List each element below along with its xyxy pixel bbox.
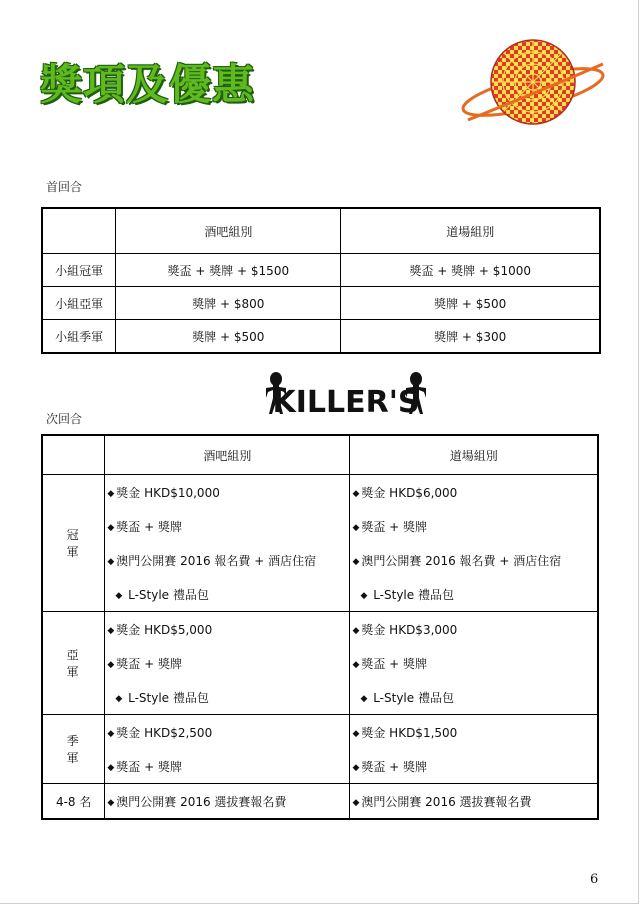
prize-item: ◆ 澳門公開賽 2016 選拔賽報名費: [350, 784, 598, 820]
svg-text:KILLER'S: KILLER'S: [272, 385, 420, 418]
diamond-bullet-icon: ◆: [352, 625, 360, 636]
diamond-bullet-icon: ◆: [115, 590, 123, 601]
prize-item: ◆ 獎金 HKD$1,500: [350, 715, 598, 750]
rank-cell: 小組亞軍: [42, 287, 116, 320]
prize-cell: 獎牌 + $500: [341, 287, 600, 320]
table-header-row: [42, 208, 600, 254]
prize-item: ◆ 獎金 HKD$3,000: [350, 612, 598, 647]
prize-item: ◆ 獎盃 + 獎牌: [105, 509, 350, 543]
prize-item: ◆ L-Style 禮品包: [350, 680, 598, 715]
prize-item: ◆ 澳門公開賽 2016 選拔賽報名費: [105, 784, 350, 820]
table-row: [42, 475, 598, 510]
diamond-bullet-icon: ◆: [352, 556, 360, 567]
table-header-cell: 酒吧組別: [116, 208, 341, 254]
rank-cell: 季 軍: [42, 715, 105, 784]
diamond-bullet-icon: ◆: [107, 728, 115, 739]
prize-cell: 獎牌 + $800: [116, 287, 341, 320]
diamond-bullet-icon: ◆: [352, 797, 360, 808]
table-header-cell: 道場組別: [350, 435, 598, 475]
table-header-row: [42, 435, 598, 475]
table-row: [42, 784, 598, 820]
diamond-bullet-icon: ◆: [115, 693, 123, 704]
diamond-bullet-icon: ◆: [352, 659, 360, 670]
prize-cell: 獎盃 + 獎牌 + $1000: [341, 254, 600, 287]
prize-item: ◆ L-Style 禮品包: [350, 577, 598, 612]
prize-item: ◆ 獎盃 + 獎牌: [105, 646, 350, 680]
rank-cell: 亞 軍: [42, 612, 105, 715]
killers-logo: [262, 372, 430, 418]
table-header-cell: 酒吧組別: [105, 435, 350, 475]
rank-cell: 小組冠軍: [42, 254, 116, 287]
table-row: [42, 680, 598, 715]
rank-cell: 小組季軍: [42, 320, 116, 354]
prize-item: ◆ 獎金 HKD$2,500: [105, 715, 350, 750]
table-row: [42, 715, 598, 750]
diamond-bullet-icon: ◆: [352, 522, 360, 533]
first-round-table: [41, 207, 601, 354]
prize-item: ◆ L-Style 禮品包: [105, 680, 350, 715]
second-round-table: [41, 434, 599, 820]
diamond-bullet-icon: ◆: [107, 659, 115, 670]
table-header-cell: 道場組別: [341, 208, 600, 254]
rank-cell: 4-8 名: [42, 784, 105, 820]
diamond-bullet-icon: ◆: [107, 488, 115, 499]
table-row: [42, 577, 598, 612]
table-row: [42, 509, 598, 543]
diamond-bullet-icon: ◆: [107, 522, 115, 533]
page-number: 6: [590, 872, 599, 887]
diamond-bullet-icon: ◆: [107, 625, 115, 636]
diamond-bullet-icon: ◆: [352, 488, 360, 499]
table-row: [42, 254, 600, 287]
prize-cell: 獎牌 + $500: [116, 320, 341, 354]
table-row: [42, 320, 600, 354]
diamond-bullet-icon: ◆: [352, 728, 360, 739]
diamond-bullet-icon: ◆: [352, 762, 360, 773]
prize-item: ◆ 獎盃 + 獎牌: [350, 646, 598, 680]
table-row: [42, 612, 598, 647]
diamond-bullet-icon: ◆: [107, 762, 115, 773]
prize-item: ◆ 澳門公開賽 2016 報名費 + 酒店住宿: [105, 543, 350, 577]
table-row: [42, 646, 598, 680]
prize-item: ◆ 獎金 HKD$6,000: [350, 475, 598, 510]
table-row: [42, 287, 600, 320]
page-title: 獎項及優惠: [40, 60, 256, 109]
dartboard-planet-logo: [458, 34, 608, 134]
table-header-cell: [42, 208, 116, 254]
diamond-bullet-icon: ◆: [360, 693, 368, 704]
prize-item: ◆ 獎金 HKD$10,000: [105, 475, 350, 510]
prize-item: ◆ 澳門公開賽 2016 報名費 + 酒店住宿: [350, 543, 598, 577]
prize-item: ◆ 獎盃 + 獎牌: [350, 509, 598, 543]
prize-item: ◆ 獎盃 + 獎牌: [350, 749, 598, 784]
prize-cell: 獎牌 + $300: [341, 320, 600, 354]
diamond-bullet-icon: ◆: [360, 590, 368, 601]
prize-cell: 獎盃 + 獎牌 + $1500: [116, 254, 341, 287]
table-header-cell: [42, 435, 105, 475]
prize-item: ◆ 獎金 HKD$5,000: [105, 612, 350, 647]
prize-item: ◆ L-Style 禮品包: [105, 577, 350, 612]
prize-item: ◆ 獎盃 + 獎牌: [105, 749, 350, 784]
first-round-label: 首回合: [46, 180, 83, 194]
diamond-bullet-icon: ◆: [107, 797, 115, 808]
diamond-bullet-icon: ◆: [107, 556, 115, 567]
table-row: [42, 749, 598, 784]
rank-cell: 冠 軍: [42, 475, 105, 612]
table-row: [42, 543, 598, 577]
second-round-label: 次回合: [46, 412, 83, 426]
